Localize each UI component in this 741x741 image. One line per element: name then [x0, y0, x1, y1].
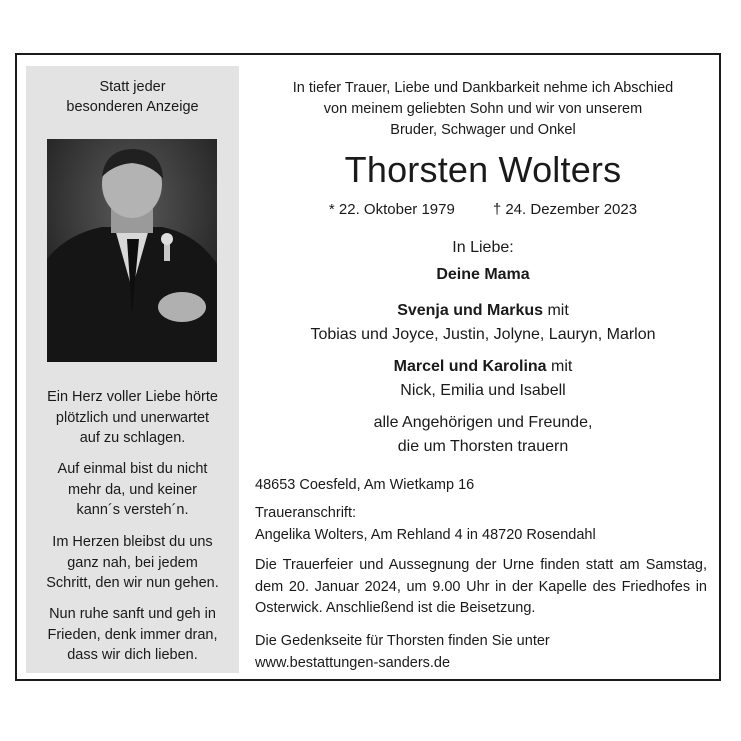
sidebar [26, 66, 239, 673]
poem-line: Nun ruhe sanft und geh in [49, 606, 216, 622]
memorial-line: Die Gedenkseite für Thorsten finden Sie unter [255, 633, 550, 649]
mit-label: mit [547, 302, 569, 319]
portrait-photo [47, 139, 217, 362]
poem-line: auf zu schlagen. [79, 430, 186, 446]
poem-line: Ein Herz voller Liebe hörte [47, 389, 218, 405]
poem-line: Frieden, denk immer dran, [47, 626, 218, 643]
poem-line: kann´s versteh´n. [76, 502, 189, 518]
others-line: alle Angehörigen und Freunde, [373, 414, 593, 431]
poem-line: dass wir dich lieben. [67, 647, 198, 663]
sidebar-header [26, 77, 239, 117]
deceased-name: Thorsten Wolters [344, 149, 622, 190]
poem-stanza [30, 387, 235, 449]
poem-stanza [30, 604, 235, 666]
in-liebe-label: In Liebe: [452, 239, 514, 256]
poem-stanza [30, 532, 235, 594]
home-address: 48653 Coesfeld, Am Wietkamp 16 [255, 477, 475, 493]
sidebar-header-line: Statt jeder [99, 79, 166, 95]
intro-line: Bruder, Schwager und Onkel [390, 122, 576, 138]
mourner-svenja [255, 299, 711, 323]
marcel-children: Nick, Emilia und Isabell [400, 382, 566, 399]
life-dates [255, 200, 711, 220]
mit-label: mit [551, 358, 573, 375]
poem-line: Schritt, den wir nun gehen. [46, 575, 219, 591]
memorial-block [255, 631, 707, 674]
mourner-marcel [255, 355, 711, 379]
intro-line: In tiefer Trauer, Liebe und Dankbarkeit nehme ich Abschied [292, 80, 674, 96]
poem-line: mehr da, und keiner [68, 481, 197, 498]
poem-line: Im Herzen bleibst du uns [52, 534, 213, 550]
portrait-illustration [47, 139, 217, 362]
others-line: die um Thorsten trauern [397, 438, 569, 455]
poem-stanza [30, 459, 235, 521]
trauer-address-block [255, 503, 707, 546]
mourner-svenja-names: Svenja und Markus [397, 302, 544, 319]
birth-date: * 22. Oktober 1979 [328, 201, 455, 218]
poem-line: ganz nah, bei jedem [67, 554, 198, 571]
intro-text [255, 78, 711, 141]
death-date: † 24. Dezember 2023 [492, 201, 638, 218]
svenja-children: Tobias und Joyce, Justin, Jolyne, Lauryn, Marlon [310, 326, 656, 343]
mourner-marcel-names: Marcel und Karolina [393, 358, 547, 375]
poem-line: Auf einmal bist du nicht [57, 461, 208, 477]
trauer-address: Angelika Wolters, Am Rehland 4 in 48720 Rosendahl [255, 526, 596, 543]
intro-line: von meinem geliebten Sohn und wir von unserem [323, 101, 643, 117]
trauer-label: Traueranschrift: [255, 505, 356, 521]
sidebar-header-line: besonderen Anzeige [66, 99, 199, 115]
memorial-url[interactable]: www.bestattungen-sanders.de [255, 654, 451, 671]
mourner-mama: Deine Mama [436, 266, 530, 283]
ceremony-text: Die Trauerfeier und Aussegnung der Urne finden statt am Samstag, dem 20. Januar 2024, um 9.00 Uhr in der Kapelle des Friedhofes in Osterwick. Anschließend ist die Beisetzung. [255, 557, 707, 616]
poem-line: plötzlich und unerwartet [55, 409, 210, 426]
